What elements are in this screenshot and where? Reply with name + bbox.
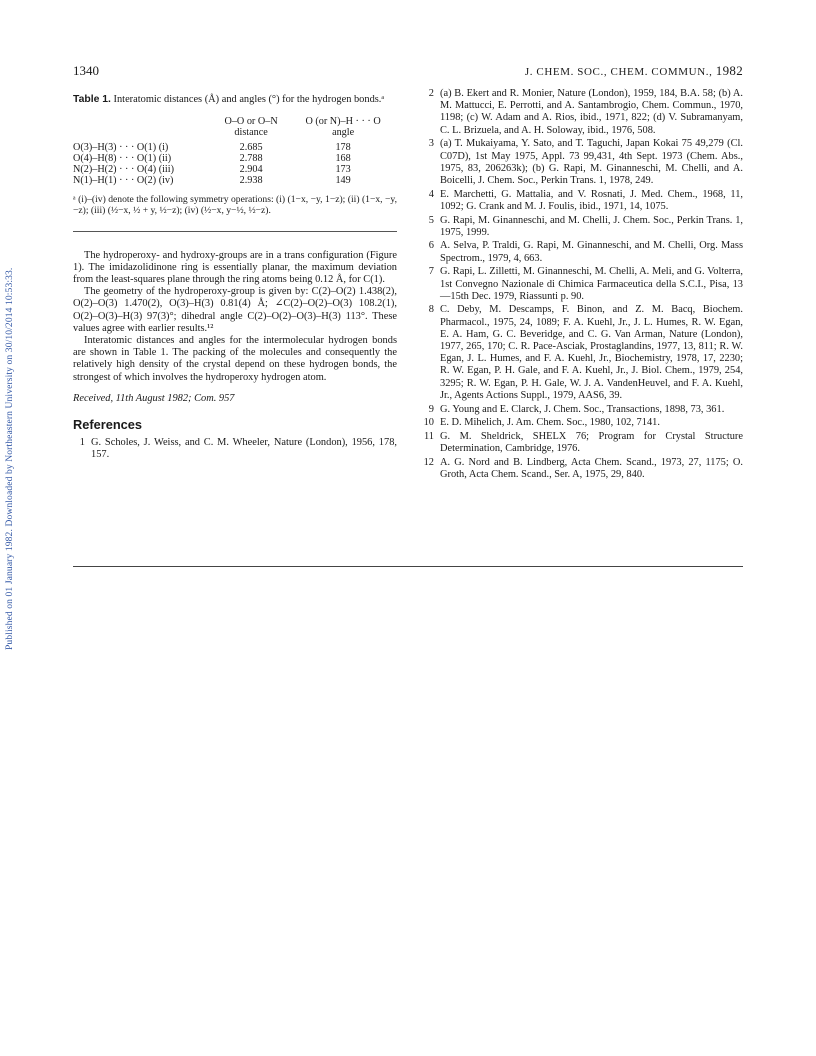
received-date: Received, 11th August 1982; Com. 957 [73,392,235,404]
left-column [73,94,397,463]
table-caption-label: Table 1. [73,94,111,105]
table-footnote: ᵃ (i)–(iv) denote the following symmetry operations: (i) (1−x, −y, 1−z); (ii) (1−x, −y, −z); (iii) (½−x, ½ + y, ½−z); (iv) (½−x, y−½, ½−z). [73,194,397,217]
body-paragraph-2: The geometry of the hydroperoxy-group is given by: C(2)–O(2) 1.438(2), O(2)–O(3) 1.470(2), O(3)–H(3) 0.81(4) Å; ∠C(2)–O(2)–O(3) 108.2(1), O(2)–O(3)–H(3) 97(3)°; dihedral angle C(2)–O(2)–O(3)–H(3) 113°. These values agree with earlier results.¹² [73,286,397,334]
table-header-distance: O–O or O–N distance [224,116,278,139]
list-item [422,215,743,239]
journal-year: 1982 [715,63,743,78]
reference-number: 11 [423,430,434,442]
table-header-angle: O (or N)–H · · · O angle [305,116,381,139]
download-notice-text: Published on 01 January 1982. Downloaded by Northeastern University on 30/10/2014 10:53:33. [4,267,15,650]
reference-text: G. Scholes, J. Weiss, and C. M. Wheeler, Nature (London), 1956, 178, 157. [91,437,397,461]
table-header-row [73,116,397,138]
bond-label: O(3)–H(3) · · · O(1) (i) [73,142,169,154]
reference-number: 1 [79,437,85,449]
list-item [422,304,743,402]
reference-number: 5 [428,214,434,226]
reference-text: C. Deby, M. Descamps, F. Binon, and Z. M. Bacq, Biochem. Pharmacol., 1975, 24, 1089; F. A. Kuehl, Jr., J. L. Humes, R. W. Egan, E. A. Ham, G. C. Beveridge, and C. G. Van Arman, Nature (London), 1977, 265, 170; C. R. Pace-Asciak, Prostaglandins, 1977, 13, 811; R. W. Egan, J. L. Humes, and F. A. Kuehl, Jr., Biochemistry, 1978, 17, 2230; R. W. Egan, P. H. Gale, and F. A. Kuehl, Jr., J. Biol. Chem., 1979, 254, 3295; R. W. Egan, P. H. Gale, W. J. A. VandenHeuvel, and F. A. Kuehl, Jr., Agents Actions Suppl., 1979, AAS6, 39. [440,304,743,401]
reference-text: A. Selva, P. Traldi, G. Rapi, M. Ginanneschi, and M. Chelli, Org. Mass Spectrom., 1979, 4, 663. [440,240,743,264]
page-number: 1340 [73,63,99,78]
list-item [422,417,743,429]
reference-text: G. Rapi, M. Ginanneschi, and M. Chelli, J. Chem. Soc., Perkin Trans. 1, 1975, 1999. [440,214,743,238]
table-row [73,153,397,164]
bond-label: O(4)–H(8) · · · O(1) (ii) [73,153,172,165]
page-header [73,63,743,79]
reference-number: 10 [423,417,434,429]
table-header-bond [73,116,213,138]
bond-label: N(2)–H(2) · · · O(4) (iii) [73,164,174,176]
reference-text: A. G. Nord and B. Lindberg, Acta Chem. Scand., 1973, 27, 1175; O. Groth, Acta Chem. Scand., Ser. A, 1975, 29, 840. [440,456,743,481]
list-item [422,266,743,303]
reference-number: 12 [423,456,434,468]
bond-distance: 2.904 [239,164,263,176]
list-item [422,240,743,264]
reference-text: G. Young and E. Clarck, J. Chem. Soc., Transactions, 1898, 73, 361. [440,403,725,415]
table-row [73,142,397,153]
reference-text: G. M. Sheldrick, SHELX 76; Program for Crystal Structure Determination, Cambridge, 1976. [440,430,743,455]
list-item [422,138,743,187]
list-item [422,404,743,416]
reference-number: 4 [428,188,434,200]
list-item [422,457,743,481]
reference-number: 8 [428,304,434,316]
table-row [73,175,397,186]
list-item [422,88,743,137]
reference-text: E. D. Mihelich, J. Am. Chem. Soc., 1980, 102, 7141. [440,417,660,429]
references-list-right [422,88,743,481]
reference-text: G. Rapi, L. Zilletti, M. Ginanneschi, M. Chelli, A. Meli, and G. Volterra, 1st Convegno Nazionale di Chimica Farmaceutica della S.C.I., Pisa, 13—15th Dec. 1979, Riassunti p. 90. [440,266,743,302]
bond-angle: 168 [335,153,351,165]
page-bottom-rule [73,566,743,567]
table-caption [73,94,397,106]
bond-angle: 173 [335,164,351,176]
table-divider [73,231,397,232]
body-paragraph-1: The hydroperoxy- and hydroxy-groups are in a trans configuration (Figure 1). The imidazolidinone ring is essentially planar, the maximum deviation from the least-squares plane through the ring atoms being 0.12 Å, for C(1). [73,249,397,286]
bond-distance: 2.685 [239,142,263,154]
bond-angle: 178 [335,142,351,154]
list-item [422,431,743,455]
right-column [422,88,743,483]
reference-text: E. Marchetti, G. Mattalia, and V. Rosnati, J. Med. Chem., 1968, 11, 1092; G. Crank and M. J. Foulis, ibid., 1971, 14, 1075. [440,188,743,212]
reference-text: (a) T. Mukaiyama, Y. Sato, and T. Taguchi, Japan Kokai 75 49,279 (Cl. C07D), 1st May 1975, Appl. 73 99,431, 4th Sept. 1973 (Chem. Abs., 1975, 83, 206263k); (b) G. Rapi, M. Ginanneschi, M. Chelli, and A. Boicelli, J. Chem. Soc., Perkin Trans. 1, 1978, 249. [440,138,743,186]
bond-angle: 149 [335,175,351,187]
journal-running-head [525,63,743,79]
reference-number: 9 [428,403,434,415]
journal-name: J. CHEM. SOC., CHEM. COMMUN., [524,66,713,78]
download-watermark [2,130,16,650]
reference-number: 6 [428,240,434,252]
reference-number: 3 [428,138,434,150]
table-row [73,164,397,175]
body-paragraph-3: Interatomic distances and angles for the intermolecular hydrogen bonds are shown in Table 1. The packing of the molecules and consequently the relatively high density of the crystal depend on these hydrogen bonds, the strongest of which involves the hydroperoxy hydrogen atom. [73,335,397,383]
bond-distance: 2.938 [239,175,263,187]
references-list-left [73,437,397,461]
bond-distance: 2.788 [239,153,263,165]
reference-text: (a) B. Ekert and R. Monier, Nature (London), 1959, 184, B.A. 58; (b) A. M. Mattucci, E. Perrotti, and A. Santambrogio, Chem. Commun., 1970, 1198; (c) W. Adam and A. Rios, ibid., 1971, 822; (d) V. Subramanyam, C. L. Brizuela, and A. H. Soloway, ibid., 1976, 508. [440,88,743,136]
reference-number: 7 [428,266,434,278]
reference-number: 2 [428,88,434,99]
bond-label: N(1)–H(1) · · · O(2) (iv) [73,175,174,187]
hydrogen-bond-table [73,116,397,186]
list-item [73,437,397,461]
references-heading: References [73,417,143,433]
table-caption-text: Interatomic distances (Å) and angles (°) for the hydrogen bonds.ᵃ [113,94,385,105]
list-item [422,189,743,213]
